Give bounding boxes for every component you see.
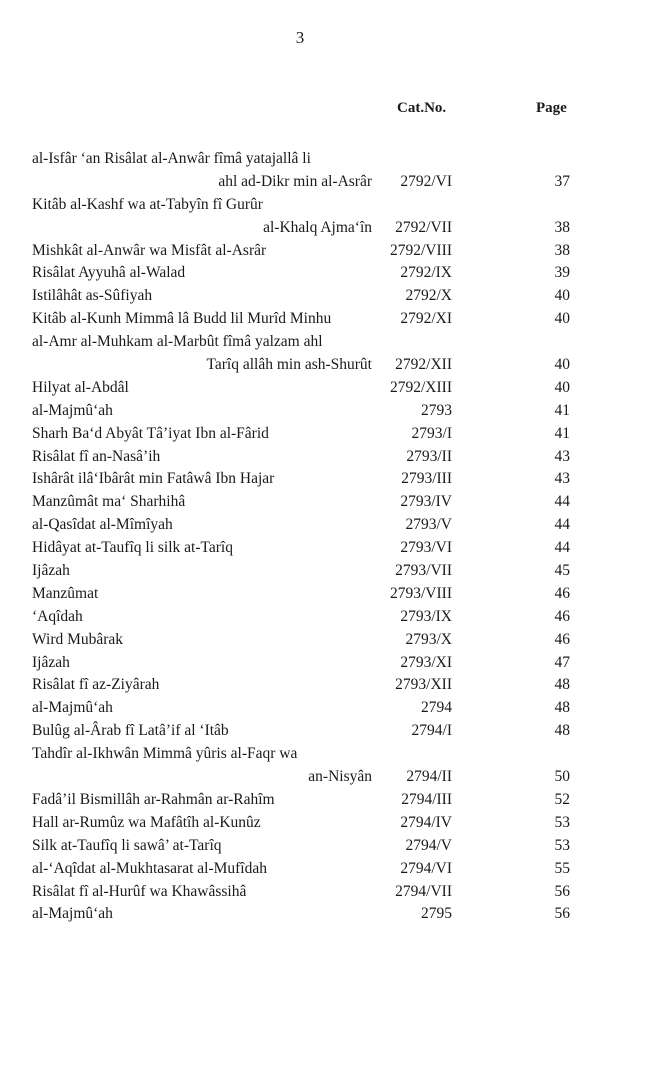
entry-page: 40 xyxy=(554,356,570,374)
entry-page: 41 xyxy=(554,401,570,419)
catalog-entry xyxy=(0,583,658,606)
entry-title: al-Qasîdat al-Mîmîyah xyxy=(32,516,173,534)
entry-page: 43 xyxy=(554,470,570,488)
entry-title: Ijâzah xyxy=(32,653,70,671)
entry-cat-no: 2794/IV xyxy=(400,813,452,831)
entry-title: Silk at-Taufîq li sawâ’ at-Tarîq xyxy=(32,836,222,854)
entry-title: al-Majmû‘ah xyxy=(32,401,113,419)
entry-title: Tahdîr al-Ikhwân Mimmâ yûris al-Faqr wa xyxy=(32,745,298,763)
entry-page: 45 xyxy=(554,562,570,580)
entry-page: 46 xyxy=(554,630,570,648)
entry-cat-no: 2794 xyxy=(421,699,452,717)
entry-title: al-‘Aqîdat al-Mukhtasarat al-Mufîdah xyxy=(32,859,267,877)
page-header: Page xyxy=(536,100,567,116)
catalog-entry xyxy=(0,400,658,423)
catalog-entries xyxy=(0,148,658,926)
catalog-entry xyxy=(0,423,658,446)
entry-cat-no: 2794/II xyxy=(406,768,452,786)
catalog-entry xyxy=(0,285,658,308)
entry-page: 44 xyxy=(554,539,570,557)
entry-cat-no: 2794/I xyxy=(411,722,452,740)
catalog-entry xyxy=(0,766,658,789)
entry-page: 56 xyxy=(554,905,570,923)
entry-title: Hall ar-Rumûz wa Mafâtîh al-Kunûz xyxy=(32,813,261,831)
entry-cat-no: 2793/IX xyxy=(400,607,452,625)
entry-page: 46 xyxy=(554,584,570,602)
catalog-entry xyxy=(0,446,658,469)
entry-cat-no: 2793/XII xyxy=(395,676,452,694)
entry-cat-no: 2793 xyxy=(421,401,452,419)
catalog-entry xyxy=(0,171,658,194)
entry-cat-no: 2794/VII xyxy=(395,882,452,900)
catalog-entry xyxy=(0,720,658,743)
entry-page: 55 xyxy=(554,859,570,877)
catalog-entry xyxy=(0,331,658,354)
entry-page: 53 xyxy=(554,813,570,831)
catalog-entry xyxy=(0,148,658,171)
entry-page: 48 xyxy=(554,722,570,740)
catalog-entry xyxy=(0,240,658,263)
entry-page: 38 xyxy=(554,241,570,259)
entry-page: 48 xyxy=(554,699,570,717)
entry-page: 40 xyxy=(554,378,570,396)
entry-cat-no: 2794/VI xyxy=(400,859,452,877)
entry-cat-no: 2793/III xyxy=(401,470,452,488)
entry-title: Bulûg al-Ârab fî Latâ’if al ‘Itâb xyxy=(32,722,229,740)
entry-title: al-Majmû‘ah xyxy=(32,905,113,923)
catalog-entry xyxy=(0,537,658,560)
entry-page: 40 xyxy=(554,310,570,328)
catalog-entry xyxy=(0,674,658,697)
entry-title: al-Majmû‘ah xyxy=(32,699,113,717)
entry-page: 41 xyxy=(554,424,570,442)
entry-page: 40 xyxy=(554,287,570,305)
entry-page: 53 xyxy=(554,836,570,854)
entry-cat-no: 2792/IX xyxy=(400,264,452,282)
catalog-entry xyxy=(0,652,658,675)
entry-page: 50 xyxy=(554,768,570,786)
entry-cat-no: 2792/VI xyxy=(400,172,452,190)
entry-page: 38 xyxy=(554,218,570,236)
entry-cat-no: 2792/VIII xyxy=(390,241,452,259)
entry-cat-no: 2792/XII xyxy=(395,356,452,374)
entry-title: Kitâb al-Kashf wa at-Tabyîn fî Gurûr xyxy=(32,195,263,213)
entry-cat-no: 2793/V xyxy=(405,516,452,534)
catalog-entry xyxy=(0,354,658,377)
catalog-entry xyxy=(0,835,658,858)
catalog-entry xyxy=(0,789,658,812)
entry-title: ‘Aqîdah xyxy=(32,607,83,625)
entry-cat-no: 2793/VII xyxy=(395,562,452,580)
entry-page: 46 xyxy=(554,607,570,625)
catalog-entry xyxy=(0,629,658,652)
entry-cat-no: 2794/III xyxy=(401,790,452,808)
entry-cat-no: 2793/I xyxy=(411,424,452,442)
entry-cat-no: 2794/V xyxy=(405,836,452,854)
entry-cat-no: 2793/VI xyxy=(400,539,452,557)
entry-page: 43 xyxy=(554,447,570,465)
entry-title: Risâlat fî an-Nasâ’ih xyxy=(32,447,161,465)
entry-title: al-Khalq Ajma‘în xyxy=(263,218,372,236)
entry-title: Istilâhât as-Sûfiyah xyxy=(32,287,153,305)
entry-title: al-Amr al-Muhkam al-Marbût fîmâ yalzam ahl xyxy=(32,333,323,351)
entry-cat-no: 2792/X xyxy=(405,287,452,305)
entry-title: Ishârât ilâ‘Ibârât min Fatâwâ Ibn Hajar xyxy=(32,470,275,488)
entry-page: 39 xyxy=(554,264,570,282)
entry-title: Mishkât al-Anwâr wa Misfât al-Asrâr xyxy=(32,241,267,259)
entry-title: Manzûmât ma‘ Sharhihâ xyxy=(32,493,186,511)
catalog-entry xyxy=(0,743,658,766)
entry-title: Manzûmat xyxy=(32,584,99,602)
catalog-entry xyxy=(0,217,658,240)
entry-title: Ijâzah xyxy=(32,562,70,580)
page-number: 3 xyxy=(295,28,305,47)
entry-page: 37 xyxy=(554,172,570,190)
catalog-entry xyxy=(0,903,658,926)
catalog-entry xyxy=(0,812,658,835)
entry-title: Risâlat Ayyuhâ al-Walad xyxy=(32,264,186,282)
catalog-entry xyxy=(0,308,658,331)
entry-title: ahl ad-Dikr min al-Asrâr xyxy=(218,172,372,190)
entry-cat-no: 2793/II xyxy=(406,447,452,465)
entry-title: al-Isfâr ‘an Risâlat al-Anwâr fîmâ yatajallâ li xyxy=(32,150,311,167)
catalog-entry xyxy=(0,881,658,904)
entry-cat-no: 2792/VII xyxy=(395,218,452,236)
entry-title: Sharh Ba‘d Abyât Tâ’iyat Ibn al-Fârid xyxy=(32,424,269,442)
entry-title: Risâlat fî al-Hurûf wa Khawâssihâ xyxy=(32,882,247,900)
entry-cat-no: 2792/XIII xyxy=(390,378,452,396)
entry-cat-no: 2793/IV xyxy=(400,493,452,511)
catalog-entry xyxy=(0,606,658,629)
entry-title: Tarîq allâh min ash-Shurût xyxy=(206,356,372,374)
entry-title: Kitâb al-Kunh Mimmâ lâ Budd lil Murîd Minhu xyxy=(32,310,332,328)
catalog-entry xyxy=(0,491,658,514)
entry-cat-no: 2793/VIII xyxy=(390,584,452,602)
column-header xyxy=(0,100,658,124)
catalog-entry xyxy=(0,262,658,285)
cat-no-header: Cat.No. xyxy=(397,100,447,116)
entry-cat-no: 2795 xyxy=(421,905,452,923)
catalog-entry xyxy=(0,514,658,537)
entry-page: 48 xyxy=(554,676,570,694)
entry-cat-no: 2793/X xyxy=(405,630,452,648)
catalog-entry xyxy=(0,858,658,881)
entry-page: 44 xyxy=(554,493,570,511)
entry-title: Wird Mubârak xyxy=(32,630,124,648)
entry-page: 44 xyxy=(554,516,570,534)
entry-cat-no: 2793/XI xyxy=(400,653,452,671)
entry-page: 52 xyxy=(554,790,570,808)
catalog-entry xyxy=(0,697,658,720)
catalog-entry xyxy=(0,560,658,583)
entry-cat-no: 2792/XI xyxy=(400,310,452,328)
entry-title: Hidâyat at-Taufîq li silk at-Tarîq xyxy=(32,539,233,557)
entry-page: 56 xyxy=(554,882,570,900)
entry-title: Hilyat al-Abdâl xyxy=(32,378,129,396)
catalog-entry xyxy=(0,468,658,491)
catalog-entry xyxy=(0,194,658,217)
entry-title: an-Nisyân xyxy=(308,768,372,786)
entry-title: Fadâ’il Bismillâh ar-Rahmân ar-Rahîm xyxy=(32,790,275,808)
entry-page: 47 xyxy=(554,653,570,671)
entry-title: Risâlat fî az-Ziyârah xyxy=(32,676,160,694)
catalog-entry xyxy=(0,377,658,400)
